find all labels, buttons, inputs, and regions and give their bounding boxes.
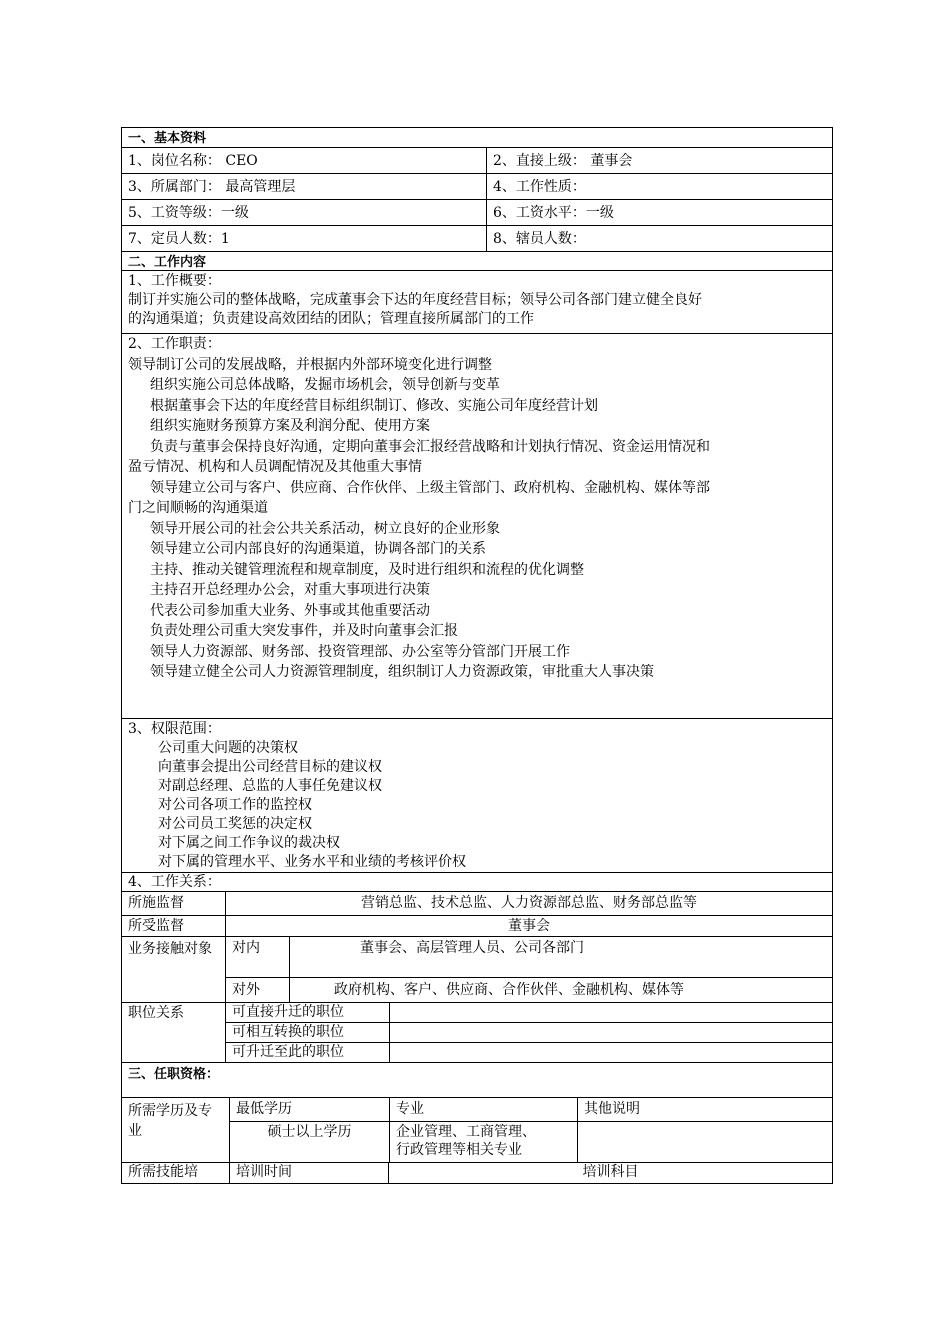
train-time-header: 培训时间 (229, 1163, 388, 1183)
section-content-row (122, 252, 832, 271)
rotate-label: 可相互转换的职位 (232, 1024, 344, 1040)
other-header: 其他说明 (577, 1098, 832, 1121)
duty-item: 领导建立公司与客户、供应商、合作伙伴、上级主管部门、政府机构、金融机构、媒体等部 (150, 479, 710, 496)
section-qualification-row (122, 1063, 832, 1098)
skill-label: 所需技能培 (128, 1164, 198, 1180)
section-qualification-title: 三、任职资格： (128, 1067, 220, 1082)
supervise-row (122, 892, 832, 916)
subordinate-count-field: 8、辖员人数： (486, 226, 832, 251)
rotate-row (226, 1023, 832, 1043)
skill-row (122, 1163, 832, 1183)
contact-label: 业务接触对象 (128, 941, 212, 957)
education-value-row (230, 1122, 832, 1162)
duty-item: 代表公司参加重大业务、外事或其他重要活动 (150, 602, 430, 619)
supervised-value: 董事会 (225, 916, 832, 936)
duty-item: 组织实施公司总体战略，发掘市场机会，领导创新与变革 (150, 377, 500, 393)
internal-row (226, 937, 832, 978)
authority-block (122, 719, 832, 872)
salary-grade-field: 5、工资等级：一级 (128, 205, 249, 221)
authority-heading: 3、权限范围： (128, 721, 221, 737)
authority-item: 公司重大问题的决策权 (158, 740, 298, 756)
supervised-row (122, 916, 832, 937)
authority-item: 对下属之间工作争议的裁决权 (158, 835, 340, 851)
relations-heading-row (122, 873, 832, 892)
duty-item: 主持、推动关键管理流程和规章制度，及时进行组织和流程的优化调整 (150, 561, 584, 578)
education-label: 所需学历及专业 (128, 1103, 212, 1139)
authority-item: 对下属的管理水平、业务水平和业绩的考核评价权 (158, 854, 466, 870)
overview-row (122, 271, 832, 334)
duty-item-continued: 门之间顺畅的沟通渠道 (128, 500, 268, 516)
duty-item: 主持召开总经理办公会，对重大事项进行决策 (150, 582, 430, 598)
position-relation-detail (225, 1003, 832, 1062)
train-subject-header: 培训科目 (388, 1163, 832, 1183)
external-label: 对外 (232, 982, 260, 998)
major-header: 专业 (389, 1098, 577, 1121)
basic-row-3 (122, 200, 832, 226)
basic-row-2 (122, 174, 832, 200)
major-line: 行政管理等相关专业 (396, 1142, 522, 1158)
supervise-label: 所施监督 (128, 895, 184, 911)
from-label: 可升迁至此的职位 (232, 1044, 344, 1060)
staff-count-field: 7、定员人数：1 (128, 231, 230, 247)
basic-row-4 (122, 226, 832, 252)
authority-item: 对公司各项工作的监控权 (158, 797, 312, 813)
job-description-table (121, 127, 833, 1184)
promote-value (389, 1003, 832, 1022)
min-edu-value: 硕士以上学历 (267, 1124, 352, 1140)
internal-value: 董事会、高层管理人员、公司各部门 (289, 937, 832, 977)
superior-field: 2、直接上级： 董事会 (486, 148, 832, 173)
contact-row (122, 937, 832, 1003)
duty-item: 负责与董事会保持良好沟通，定期向董事会汇报经营战略和计划执行情况、资金运用情况和 (150, 438, 710, 455)
basic-row-1 (122, 148, 832, 174)
duty-item: 领导建立健全公司人力资源管理制度，组织制订人力资源政策，审批重大人事决策 (150, 664, 654, 680)
section-content-title: 二、工作内容 (128, 255, 207, 270)
position-name-field: 1、岗位名称： CEO (128, 153, 258, 169)
contact-detail (225, 937, 832, 1002)
from-row (226, 1043, 832, 1062)
section-basic-row (122, 128, 832, 148)
education-row (122, 1098, 832, 1163)
major-value (389, 1122, 577, 1162)
promote-label: 可直接升迁的职位 (232, 1004, 344, 1020)
education-header-row (230, 1098, 832, 1122)
duty-item: 根据董事会下达的年度经营目标组织制订、修改、实施公司年度经营计划 (150, 397, 598, 414)
duty-item: 负责处理公司重大突发事件，并及时向董事会汇报 (150, 623, 458, 639)
duty-item: 领导开展公司的社会公共关系活动，树立良好的企业形象 (150, 520, 500, 537)
authority-item: 对公司员工奖惩的决定权 (158, 816, 312, 832)
authority-item: 向董事会提出公司经营目标的建议权 (158, 759, 382, 775)
supervise-value: 营销总监、技术总监、人力资源部总监、财务部总监等 (225, 892, 832, 915)
duties-heading: 2、工作职责： (128, 336, 221, 352)
overview-line: 的沟通渠道；负责建设高效团结的团队；管理直接所属部门的工作 (128, 311, 534, 327)
overview-line: 制订并实施公司的整体战略，完成董事会下达的年度经营目标；领导公司各部门建立健全良好 (128, 292, 702, 308)
salary-level-field: 6、工资水平：一级 (486, 200, 832, 225)
authority-item: 对副总经理、总监的人事任免建议权 (158, 778, 382, 794)
overview-heading: 1、工作概要： (128, 273, 221, 289)
duty-item: 领导人力资源部、财务部、投资管理部、办公室等分管部门开展工作 (150, 643, 570, 660)
from-value (389, 1043, 832, 1062)
external-row (226, 978, 832, 1002)
duties-row (122, 334, 832, 719)
duties-block (122, 334, 832, 718)
duty-item: 领导建立公司内部良好的沟通渠道，协调各部门的关系 (150, 541, 486, 557)
promote-row (226, 1003, 832, 1023)
external-value: 政府机构、客户、供应商、合作伙伴、金融机构、媒体等 (289, 978, 832, 1002)
min-edu-header: 最低学历 (236, 1101, 292, 1117)
duty-item: 组织实施财务预算方案及利润分配、使用方案 (150, 418, 430, 434)
position-relation-label: 职位关系 (128, 1005, 184, 1021)
overview-block (122, 271, 832, 333)
authority-row (122, 719, 832, 873)
duty-item: 领导制订公司的发展战略，并根据内外部环境变化进行调整 (128, 356, 492, 373)
major-line: 企业管理、工商管理、 (396, 1124, 536, 1140)
rotate-value (389, 1023, 832, 1042)
position-relation-row (122, 1003, 832, 1063)
department-field: 3、所属部门： 最高管理层 (128, 179, 296, 195)
relations-heading: 4、工作关系： (128, 874, 221, 890)
other-value (577, 1122, 832, 1162)
internal-label: 对内 (232, 940, 260, 956)
supervised-label: 所受监督 (128, 918, 184, 934)
work-nature-field: 4、工作性质： (486, 174, 832, 199)
duty-item-continued: 盈亏情况、机构和人员调配情况及其他重大事情 (128, 459, 422, 475)
education-detail (229, 1098, 832, 1162)
section-basic-title: 一、基本资料 (128, 131, 207, 146)
